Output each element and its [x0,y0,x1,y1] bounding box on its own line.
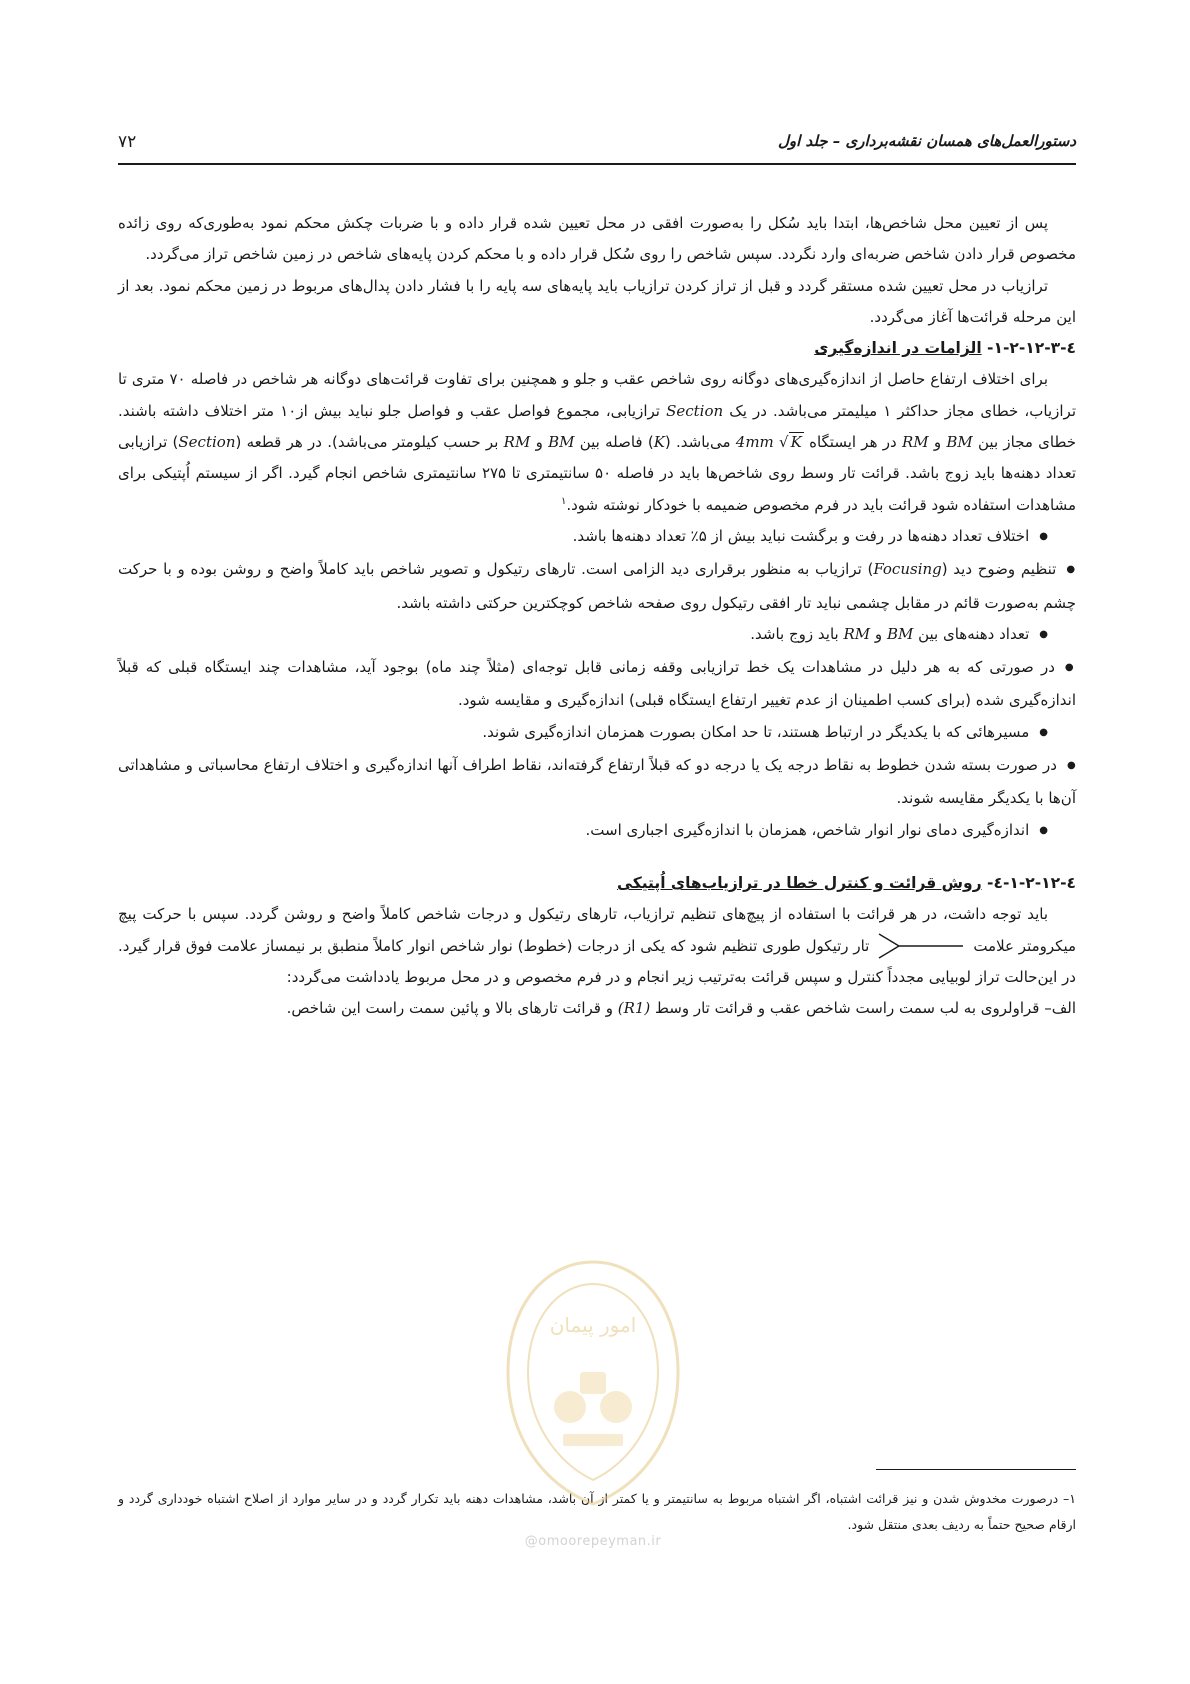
svg-text:امور پیمان: امور پیمان [549,1313,637,1337]
header-title: دستورالعمل‌های همسان نقشه‌برداری – جلد اول [777,132,1076,150]
paragraph-installing-staff: پس از تعیین محل شاخص‌ها، ابتدا باید سُکل را به‌صورت افقی در محل تعیین شده قرار داده و با ضربات چکش محکم نمود به‌طوری‌که روی زائده مخصوص قرار دادن شاخص ضربه‌ای وارد نگردد. سپس شاخص را روی سُکل قرار داده و با محکم کردن پایه‌های شاخص در زمین شاخص تراز می‌گردد. [118,214,1076,264]
footnote-reference: ۱ [560,495,567,507]
reticle-mark-icon [875,933,967,959]
watermark-emblem-icon [468,1222,718,1532]
bullet-item: ● در صورتی که به هر دلیل در مشاهدات یک خط ترازیابی وقفه زمانی قابل توجه‌ای (مثلاً چند ماه) بوجود آید، مشاهدات چند ایستگاه قبلی که قبلاً اندازه‌گیری شده (برای کسب اطمینان از عدم تغییر ارتفاع ایستگاه قبلی) اندازه‌گیری و مقایسه شود. [118,652,1076,717]
section-number: ٤-۱-۲-۱۲-۳- [981,339,1076,358]
bullet-item: ● تعداد دهنه‌های بین BM و RM باید زوج باشد. [118,619,1076,652]
footnote-rule [876,1469,1076,1470]
main-text [118,208,1076,1024]
paragraph-step-a: الف– قراولروی به لب سمت راست شاخص عقب و قرائت تار وسط (R1) و قرائت تارهای بالا و پائین سمت راست این شاخص. [286,999,1076,1018]
bullet-item: ● تنظیم وضوح دید (Focusing) ترازیاب به منظور برقراری دید الزامی است. تارهای رتیکول و تصویر شاخص باید کاملاً واضح و روشن بوده و با حرکت چشم به‌صورت قائم در مقابل چشمی نباید تار افقی رتیکول روی صفحه شاخص کوچکترین حرکتی داشته باشد. [118,554,1076,619]
paragraph-tolerances: برای اختلاف ارتفاع حاصل از اندازه‌گیری‌های دوگانه روی شاخص عقب و جلو و همچنین برای تفاوت قرائت‌های دوگانه هر شاخص در فاصله ۷۰ متری تا ترازیاب، خطای مجاز حداکثر ۱ میلیمتر می‌باشد. در یک Section ترازیابی، مجموع فواصل عقب و فواصل جلو نباید بیش از۱۰ متر اختلاف داشته باشند. خطای مجاز بین BM و RM در هر ایستگاه 4mm √ K می‌باشد. (K) فاصله بین BM و RM بر حسب کیلومتر می‌باشد). در هر قطعه (Section) ترازیابی تعداد دهنه‌ها باید زوج باشد. قرائت تار وسط روی شاخص‌ها باید در فاصله ۵۰ سانتیمتری تا ۲۷۵ سانتیمتری شاخص انجام گیرد. اگر از سیستم اُپتیکی برای مشاهدات استفاده شود قرائت باید در فرم مخصوص ضمیمه با خودکار نوشته شود.$^۱$ [118,370,1077,514]
bullet-item: ● در صورت بسته شدن خطوط به نقاط درجه یک یا درجه دو که قبلاً ارتفاع گرفته‌اند، نقاط اطراف آنها اندازه‌گیری و اختلاف ارتفاع محاسباتی و مشاهداتی آن‌ها با یکدیگر مقایسه شوند. [118,750,1076,815]
page-number: ۷۲ [118,132,137,152]
running-header [118,128,1076,158]
watermark-logo [468,1222,718,1552]
paragraph-setting-level: ترازیاب در محل تعیین شده مستقر گردد و قبل از تراز کردن ترازیاب باید پایه‌های سه پایه را با فشار دادن پدال‌های مربوط در زمین محکم نمود. بعد از این مرحله قرائت‌ها آغاز می‌گردد. [118,276,1076,326]
section-number: ٤-۱-۲-۱۲-٤- [981,873,1076,892]
section-heading-optical-reading [118,868,1076,899]
tolerance-formula: 4mm √ K [735,433,802,452]
section-heading-measurement-requirements [118,333,1076,364]
bullet-item: ● اختلاف تعداد دهنه‌ها در رفت و برگشت نباید بیش از ۵٪ تعداد دهنه‌ها باشد. [118,521,1076,554]
footnote-text: ۱– درصورت مخدوش شدن و نیز قرائت اشتباه، اگر اشتباه مربوط به سانتیمتر و یا کمتر از آن باشد، مشاهدات دهنه باید تکرار گردد و در سایر موارد از اصلاح اشتباه خودداری گردد و ارقام صحیح حتماً به ردیف بعدی منتقل شود. [118,1491,1076,1532]
section-title: الزامات در اندازه‌گیری [814,339,982,358]
paragraph-reading-procedure: باید توجه داشت، در هر قرائت با استفاده از پیچ‌های تنظیم ترازیاب، تارهای رتیکول و درجات شاخص کاملاً واضح و روشن گردد. سپس با حرکت پیچ میکرومتر علامت تار رتیکول طوری تنظیم شود که یکی از درجات (خطوط) نوار شاخص انوار کاملاً منطبق بر نیمساز علامت فوق قرار گیرد. در این‌حالت تراز لوبیایی مجدداً کنترل و سپس قرائت به‌ترتیب زیر انجام و در فرم مخصوص و در محل مربوط یادداشت می‌گردد: [118,905,1077,986]
header-rule [118,163,1076,165]
bullet-item: ● اندازه‌گیری دمای نوار انوار شاخص، همزمان با اندازه‌گیری اجباری است. [118,815,1076,848]
watermark-url: @omoorepeyman.ir [524,1534,662,1549]
bullet-item: ● مسیرهائی که با یکدیگر در ارتباط هستند، تا حد امکان بصورت همزمان اندازه‌گیری شوند. [118,717,1076,750]
section-title: روش قرائت و کنترل خطا در ترازیاب‌های اُپتیکی [617,873,982,892]
